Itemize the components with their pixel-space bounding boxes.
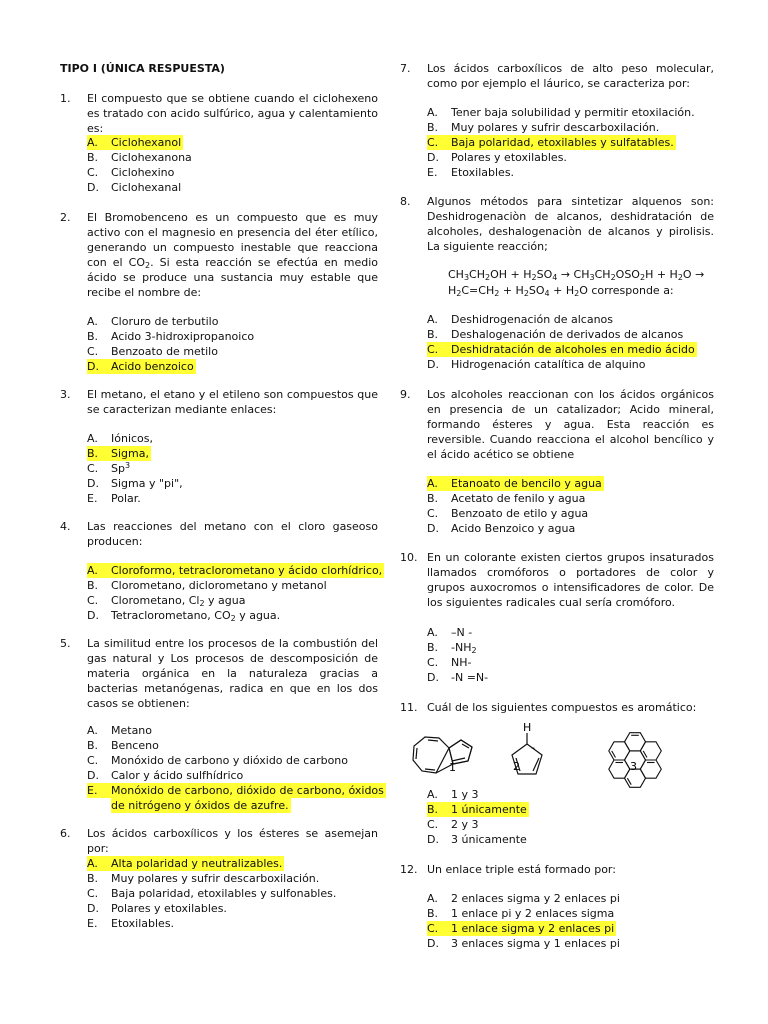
option-text: 3 enlaces sigma y 1 enlaces pi (451, 937, 620, 950)
question-number: 6. (60, 827, 71, 840)
option-letter: B. (87, 330, 99, 343)
question-10 (400, 550, 714, 684)
question-9 (400, 387, 714, 535)
option-text: Muy polares y sufrir descarboxilación. (451, 121, 660, 134)
option-d[interactable] (427, 832, 529, 847)
option-text: Deshidrogenación de alcanos (451, 313, 614, 326)
option-text: Ciclohexanona (111, 151, 192, 164)
option-a[interactable] (427, 476, 604, 491)
question-text: Los ácidos carboxílicos y los ésteres se asemejan por: (87, 827, 378, 855)
option-b[interactable] (427, 640, 488, 655)
option-letter: A. (87, 135, 111, 150)
option-text: Hidrogenación catalítica de alquino (451, 358, 646, 371)
option-text: Acido 3-hidroxipropanoico (111, 330, 255, 343)
option-letter: A. (427, 892, 438, 905)
option-text: 2 y 3 (451, 818, 479, 831)
option-letter: D. (87, 902, 99, 915)
option-b[interactable] (87, 871, 336, 886)
question-text: Algunos métodos para sintetizar alquenos son: Deshidrogenaciòn de alcanos, deshidratación de alcoholes, deshalogenaciòn de alcanos y pirolisis. La siguiente reacción; (427, 195, 714, 253)
option-b[interactable] (87, 578, 384, 593)
structure-label-1: 1 (449, 761, 456, 774)
option-e-continued[interactable] (87, 798, 386, 813)
options-list (87, 856, 336, 931)
question-text: Las reacciones del metano con el cloro gaseoso producen: (87, 520, 378, 548)
option-text: Metano (111, 724, 153, 737)
option-letter: D. (87, 477, 99, 490)
option-text: Benzoato de etilo y agua (451, 507, 589, 520)
reaction-line-1: $CH_3CH_2OH + H_2SO_4 \to CH_3CH_2OSO_2H + H_2O$ → (448, 268, 705, 282)
question-5 (60, 636, 384, 812)
option-text: Ciclohexanol (111, 136, 182, 149)
options-list (427, 891, 620, 951)
option-d[interactable] (427, 670, 488, 685)
question-text: La similitud entre los procesos de la combustión del gas natural y Los procesos de descomposición de materia orgánica en la naturaleza gracias a bacterias metanógenas, radica en que en los dos casos se obtienen: (87, 637, 378, 710)
question-number: 4. (60, 520, 71, 533)
option-letter: A. (427, 106, 438, 119)
option-d[interactable] (87, 180, 192, 195)
option-letter: C. (87, 345, 99, 358)
option-d[interactable] (427, 936, 620, 951)
option-text: Iónicos, (111, 432, 154, 445)
option-letter: D. (427, 522, 439, 535)
option-text: Monóxido de carbono, dióxido de carbono, óxidos (111, 784, 384, 797)
option-letter: E. (427, 166, 438, 179)
option-b[interactable] (427, 802, 529, 817)
option-letter: B. (87, 151, 99, 164)
question-text: Los alcoholes reaccionan con los ácidos orgánicos en presencia de un catalizador; Acido mineral, formando ésteres y agua. Esta reacción es reversible. Cuando reacciona el alcohol bencílico y el ácido acético se obtiene (427, 388, 714, 461)
option-text: Baja polaridad, etoxilables y sulfatables. (451, 136, 674, 149)
charge-sign: - (531, 741, 535, 754)
option-letter: E. (87, 492, 98, 505)
option-letter: D. (427, 937, 439, 950)
option-b[interactable] (87, 446, 183, 461)
structure-label-3: 3 (630, 760, 637, 773)
option-letter: B. (427, 907, 439, 920)
option-letter: C. (427, 656, 439, 669)
option-letter: A. (427, 626, 438, 639)
option-text: Deshidratación de alcoholes en medio ácido (451, 343, 695, 356)
option-letter: D. (87, 359, 111, 374)
option-text: $-NH_2$ (451, 641, 477, 655)
question-number: 9. (400, 388, 411, 401)
option-a[interactable] (87, 723, 386, 738)
option-text: Acido Benzoico y agua (451, 522, 576, 535)
option-d[interactable] (87, 608, 384, 623)
question-number: 12. (400, 863, 418, 876)
question-text: Los ácidos carboxílicos de alto peso molecular, como por ejemplo el láurico, se caracteriza por: (427, 62, 714, 90)
question-text: El Bromobenceno es un compuesto que es muy activo con el magnesio en presencia del éter etílico, generando un compuesto inestable que reacciona con el $CO_2$. Si esta reacción se efectúa en medio ácido se produce una sustancia muy estable que recibe el nombre de: (87, 211, 378, 299)
option-letter: B. (427, 121, 439, 134)
option-c[interactable] (427, 506, 604, 521)
option-c[interactable] (87, 344, 254, 359)
option-e[interactable] (427, 165, 695, 180)
option-letter: C. (427, 921, 451, 936)
option-text: Acido benzoico (111, 360, 194, 373)
option-letter: B. (87, 872, 99, 885)
option-text: 1 y 3 (451, 788, 479, 801)
structure-1-azulene (413, 737, 472, 773)
option-text: –N - (451, 626, 473, 639)
option-c[interactable] (87, 886, 336, 901)
question-number: 7. (400, 62, 411, 75)
option-letter: C. (427, 818, 439, 831)
option-d[interactable] (87, 476, 183, 491)
option-letter: D. (87, 769, 99, 782)
option-a[interactable] (427, 625, 488, 640)
question-number: 3. (60, 388, 71, 401)
option-text: Sp$^3$ (111, 461, 131, 475)
option-letter: D. (427, 358, 439, 371)
option-a[interactable] (87, 314, 254, 329)
question-12 (400, 862, 714, 950)
option-d[interactable] (87, 901, 336, 916)
option-text: Sigma y "pi", (111, 477, 183, 490)
question-number: 11. (400, 701, 418, 714)
options-list (87, 314, 254, 374)
option-text: Etoxilables. (111, 917, 175, 930)
option-text: Alta polaridad y neutralizables. (111, 857, 283, 870)
option-letter: A. (87, 432, 98, 445)
option-d[interactable] (87, 359, 254, 374)
option-c[interactable] (87, 165, 192, 180)
option-text: -N =N- (451, 671, 489, 684)
option-letter: C. (87, 462, 99, 475)
option-letter: A. (87, 724, 98, 737)
option-c[interactable] (427, 135, 695, 150)
option-c[interactable] (87, 753, 386, 768)
option-letter: C. (427, 507, 439, 520)
option-b[interactable] (427, 491, 604, 506)
option-letter: E. (87, 783, 111, 798)
options-list (427, 312, 697, 372)
option-letter (87, 798, 111, 813)
section-title: TIPO I (ÚNICA RESPUESTA) (60, 62, 225, 75)
aromatic-structures-figure (405, 720, 725, 792)
question-8 (400, 194, 714, 371)
option-text: Tetraclorometano, $CO_2$ y agua. (111, 609, 281, 623)
option-letter: D. (427, 671, 439, 684)
option-b[interactable] (427, 906, 620, 921)
question-text: En un colorante existen ciertos grupos insaturados llamados cromóforos o portadores de color y grupos auxocromos o intensificadores de color. De los siguientes radicales cual sería cromóforo. (427, 551, 714, 609)
question-text: El compuesto que se obtiene cuando el ciclohexeno es tratado con acido sulfúrico, agua y calentamiento es: (87, 92, 378, 135)
option-c[interactable] (427, 817, 529, 832)
reaction-equation (448, 267, 728, 299)
option-a[interactable] (427, 105, 695, 120)
question-text: Un enlace triple está formado por: (427, 863, 616, 876)
option-letter: C. (427, 342, 451, 357)
option-a[interactable] (87, 431, 183, 446)
option-letter: A. (427, 476, 451, 491)
option-text: Clorometano, diclorometano y metanol (111, 579, 327, 592)
option-letter: B. (427, 641, 439, 654)
option-text: 2 enlaces sigma y 2 enlaces pi (451, 892, 620, 905)
option-a[interactable] (87, 563, 384, 578)
structure-h-label: H (523, 721, 532, 734)
option-b[interactable] (427, 120, 695, 135)
question-11 (400, 700, 714, 846)
question-4 (60, 519, 383, 623)
option-text: Sigma, (111, 447, 149, 460)
option-text: Ciclohexino (111, 166, 175, 179)
option-text: Polares y etoxilables. (451, 151, 567, 164)
option-c[interactable] (427, 921, 620, 936)
options-list (427, 787, 529, 847)
option-text: Polar. (111, 492, 141, 505)
question-number: 10. (400, 551, 418, 564)
option-a[interactable] (427, 891, 620, 906)
options-list (87, 723, 386, 813)
option-c[interactable] (427, 655, 488, 670)
question-number: 5. (60, 637, 71, 650)
option-text: 1 enlace sigma y 2 enlaces pi (451, 922, 615, 935)
option-letter: C. (427, 135, 451, 150)
option-letter: B. (87, 579, 99, 592)
reaction-line-2: $H_2C=CH_2 + H_2SO_4 + H_2O$ corresponde a: (448, 284, 674, 298)
option-letter: D. (427, 151, 439, 164)
option-text: 1 únicamente (451, 803, 527, 816)
option-text: de nitrógeno y óxidos de azufre. (111, 799, 289, 812)
option-text: Clorometano, $Cl_2$ y agua (111, 594, 246, 608)
option-letter: A. (87, 315, 98, 328)
option-letter: E. (87, 917, 98, 930)
option-text: Etanoato de bencilo y agua (451, 477, 602, 490)
option-text: 3 únicamente (451, 833, 527, 846)
option-a[interactable] (427, 312, 697, 327)
options-list (87, 563, 384, 623)
options-list (427, 625, 488, 685)
option-b[interactable] (427, 327, 697, 342)
structure-label-2: 2 (513, 760, 520, 773)
option-letter: B. (427, 492, 439, 505)
option-text: Etoxilables. (451, 166, 515, 179)
option-text: Cloroformo, tetraclorometano y ácido clorhídrico, (111, 564, 383, 577)
option-text: Ciclohexanal (111, 181, 182, 194)
question-3 (60, 387, 378, 505)
option-e[interactable] (87, 783, 386, 798)
option-e[interactable] (87, 916, 336, 931)
option-text: Baja polaridad, etoxilables y sulfonables. (111, 887, 337, 900)
option-letter: B. (87, 739, 99, 752)
option-letter: C. (87, 887, 99, 900)
option-c[interactable] (87, 461, 183, 476)
option-b[interactable] (87, 738, 386, 753)
option-text: Cloruro de terbutilo (111, 315, 219, 328)
option-letter: A. (87, 856, 111, 871)
option-text: Monóxido de carbono y dióxido de carbono (111, 754, 349, 767)
options-list (427, 476, 604, 536)
option-b[interactable] (87, 150, 192, 165)
question-text: El metano, el etano y el etileno son compuestos que se caracterizan mediante enlaces: (87, 388, 378, 416)
question-number: 8. (400, 195, 411, 208)
option-letter: B. (427, 328, 439, 341)
question-1 (60, 91, 378, 194)
option-letter: B. (87, 446, 111, 461)
option-d[interactable] (427, 150, 695, 165)
option-a[interactable] (87, 135, 192, 150)
option-text: NH- (451, 656, 472, 669)
option-text: 1 enlace pi y 2 enlaces sigma (451, 907, 615, 920)
option-text: Acetato de fenilo y agua (451, 492, 586, 505)
option-letter: D. (87, 609, 99, 622)
option-letter: B. (427, 802, 451, 817)
options-list (87, 135, 192, 195)
question-number: 2. (60, 211, 71, 224)
option-text: Muy polares y sufrir descarboxilación. (111, 872, 320, 885)
option-text: Benceno (111, 739, 159, 752)
option-b[interactable] (87, 329, 254, 344)
option-d[interactable] (427, 357, 697, 372)
option-letter: A. (427, 313, 438, 326)
option-text: Deshalogenación de derivados de alcanos (451, 328, 684, 341)
option-e[interactable] (87, 491, 183, 506)
option-letter: D. (87, 181, 99, 194)
question-7 (400, 61, 714, 179)
options-list (427, 105, 695, 180)
option-text: Tener baja solubilidad y permitir etoxilación. (451, 106, 695, 119)
question-number: 1. (60, 92, 71, 105)
option-a[interactable] (87, 856, 336, 871)
option-letter: D. (427, 833, 439, 846)
option-letter: A. (87, 563, 111, 578)
option-text: Polares y etoxilables. (111, 902, 227, 915)
option-letter: C. (87, 166, 99, 179)
options-list (87, 431, 183, 506)
option-letter: A. (427, 788, 438, 801)
option-text: Calor y ácido sulfhídrico (111, 769, 244, 782)
option-letter: C. (87, 754, 99, 767)
option-c[interactable] (87, 593, 384, 608)
option-d[interactable] (87, 768, 386, 783)
option-c[interactable] (427, 342, 697, 357)
option-letter: C. (87, 594, 99, 607)
option-text: Benzoato de metilo (111, 345, 218, 358)
question-2 (60, 210, 378, 373)
question-text: Cuál de los siguientes compuestos es aromático: (427, 701, 697, 714)
question-6 (60, 826, 378, 930)
option-d[interactable] (427, 521, 604, 536)
